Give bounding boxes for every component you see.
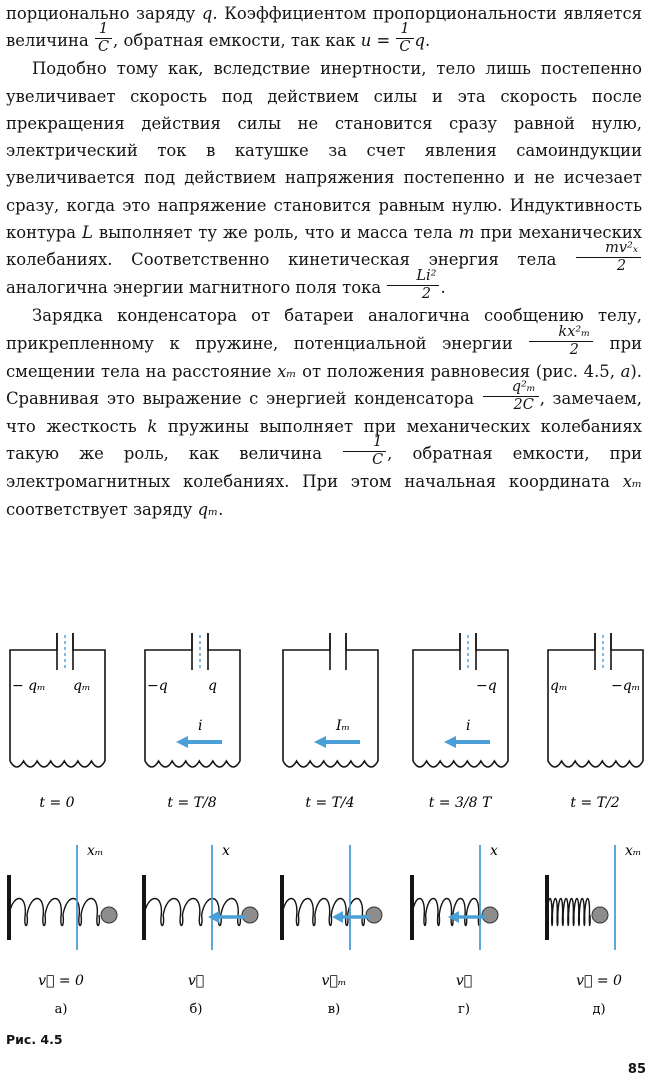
var-m: m [458,223,475,243]
current-arrowhead [444,736,456,748]
fraction-den: 2 [569,341,579,358]
fraction [529,325,593,358]
current-label: Iₘ [336,718,351,734]
inductor-coil [413,761,508,767]
fraction-den: 2 [616,258,627,275]
fraction [387,269,439,302]
charge-label-right: −q [476,678,497,694]
spring [412,899,480,926]
var-xm: xₘ [622,472,642,492]
circuit-wire [548,633,595,761]
current-arrowhead [176,736,188,748]
text: . [425,31,431,51]
text: Подобно тому как, вследствие инертности, тело лишь постепенно увеличивает скорость под действием силы и эта скорость после прекращения действия силы не становится сразу равной нулю, электрический ток в катушке за счет явления самоиндукции увеличивается под действием напряжения постепенно и не исчезает сразу, когда это напряжение становится равным нулю. Индуктивность контура [6,59,642,243]
fraction [343,435,386,468]
inductor-coil [283,761,378,767]
page-number: 85 [627,1062,646,1077]
charge-label-right: −qₘ [611,678,641,694]
sub-figure-letter: г) [458,1002,470,1017]
spring [282,899,364,926]
fraction [576,241,641,274]
text: пружины выполняет при механических колебаниях такую же роль, как величина [6,416,642,464]
time-label: t = T/2 [570,795,620,811]
figure-caption: Рис. 4.5 [6,1032,63,1047]
velocity-label: v⃗ = 0 [576,973,622,989]
fraction-num: q²ₘ [483,380,539,397]
var-qm: qₘ [197,499,219,519]
fraction-num: kx²ₘ [529,325,593,342]
equation-lhs: u = [360,31,396,51]
text: Зарядка конденсатора от батареи аналогична сообщению телу, прикрепленному к пружине, потенциальной энергии [6,306,642,353]
inductor-coil [10,761,105,767]
fraction-den: C [372,452,384,469]
current-label: i [466,718,471,734]
fraction-num: Li² [387,269,439,286]
paragraph-2 [6,55,642,302]
text: выполняет ту же роль, что и масса тела [92,223,459,243]
time-label: t = T/4 [305,795,355,811]
spring [547,899,590,926]
var-xm: xₘ [277,361,297,381]
fraction-den: 2C [513,396,534,413]
ball [242,907,258,923]
fraction [396,22,413,55]
velocity-label: v⃗ = 0 [38,973,84,989]
fig-letter: а [620,361,631,381]
figure-4-5 [0,615,654,1025]
current-arrowhead [314,736,326,748]
displacement-label: x [222,843,230,859]
time-label: t = 0 [39,795,75,811]
sub-figure-letter: д) [592,1002,606,1017]
ball [592,907,608,923]
fraction-num: 1 [343,435,386,452]
inductor-coil [548,761,643,767]
displacement-label: xₘ [625,843,642,859]
text: . Коэффициентом пропорциональности является величина [6,4,642,51]
paragraph-3 [6,302,642,522]
sub-figure-letter: б) [189,1002,203,1017]
charge-label-left: − qₘ [12,678,46,694]
velocity-label: v⃗ [455,973,473,989]
velocity-label: v⃗ₘ [321,973,347,989]
text: , обратная емкости, так как [113,31,361,51]
time-label: t = T/8 [167,795,217,811]
current-label: i [198,718,203,734]
body-text [6,0,642,523]
charge-label-right: q [208,678,217,694]
paragraph-1 [6,0,642,55]
fraction-den: C [97,39,110,56]
var-k: k [147,416,158,436]
fraction [483,380,539,413]
var-q: q [201,4,213,23]
text: соответствует заряду [6,499,198,519]
text: , замечаем, что жесткость [6,388,642,436]
text: . [218,499,224,519]
text: аналогична энергии магнитного поля тока [6,278,387,298]
var-L: L [81,223,93,243]
ball [482,907,498,923]
charge-label-left: −q [147,678,168,694]
sub-figure-letter: в) [327,1002,341,1017]
fraction-den: C [399,39,411,56]
velocity-arrowhead [332,911,343,923]
text: . [440,278,446,298]
circuit-wire [611,633,643,761]
fraction [95,22,112,55]
text: от положения равновесия (рис. 4.5, [296,361,621,381]
text: , обратная емкости, при электромагнитных колебаниях. При этом начальная координата [6,444,643,492]
displacement-label: xₘ [87,843,104,859]
ball [366,907,382,923]
text: при смещении тела на расстояние [6,333,643,381]
var-q: q [414,31,426,51]
velocity-arrowhead [208,911,219,923]
ball [101,907,117,923]
fraction-den: 2 [421,286,432,303]
fraction-num: 1 [396,22,413,39]
spring [9,899,99,926]
fraction-num: 1 [95,22,112,39]
time-label: t = 3/8 T [428,795,492,811]
displacement-label: x [490,843,498,859]
sub-figure-letter: а) [54,1002,68,1017]
spring [144,899,240,926]
text: порционально заряду [6,4,202,23]
charge-label-left: qₘ [550,678,568,694]
velocity-label: v⃗ [187,973,205,989]
text: при механических колебаниях. Соответственно кинетическая энергия тела [6,223,642,270]
inductor-coil [145,761,240,767]
circuit-wire [73,633,105,761]
circuit-wire [10,633,57,761]
charge-label-right: qₘ [73,678,91,694]
fraction-num: mv²ₓ [576,241,641,258]
text: ). Сравнивая это выражение с энергией конденсатора [6,361,642,408]
